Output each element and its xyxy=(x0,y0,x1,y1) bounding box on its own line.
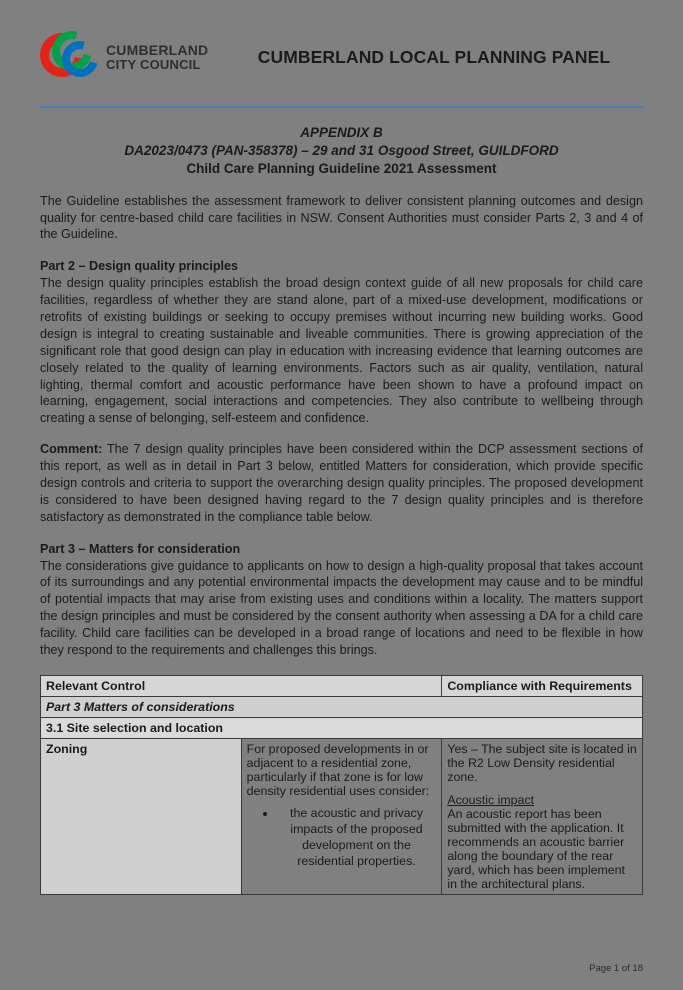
assessment-subtitle: Child Care Planning Guideline 2021 Assessment xyxy=(186,161,497,177)
application-reference: DA2023/0473 (PAN-358378) – 29 and 31 Osgood Street, GUILDFORD xyxy=(124,143,559,159)
table-header-row xyxy=(41,675,643,696)
row-requirement xyxy=(241,738,442,894)
subsection-label: 3.1 Site selection and location xyxy=(41,717,643,738)
logo-wordmark xyxy=(106,43,208,71)
compliance-intro: Yes – The subject site is located in the R2 Low Density residential zone. xyxy=(447,741,637,784)
part3-heading: Part 3 – Matters for consideration xyxy=(40,541,241,556)
compliance-subheading: Acoustic impact xyxy=(447,792,535,807)
intro-paragraph: The Guideline establishes the assessment framework to deliver consistent planning outcomes and design quality for centre-based child care facilities in NSW. Consent Authorities must consider Parts 2, 3 and 4 of the Guideline. xyxy=(40,193,643,242)
page-title: CUMBERLAND LOCAL PLANNING PANEL xyxy=(257,46,611,67)
appendix-label: APPENDIX B xyxy=(300,125,383,140)
row-compliance xyxy=(442,738,643,894)
appendix-title-block xyxy=(40,124,643,179)
compliance-spacer xyxy=(447,784,637,793)
comment-body: The 7 design quality principles have been considered within the DCP assessment sections of this report, as well as in detail in Part 3 below, entitled Matters for consideration, which provide specific design controls and criteria to support the overarching design quality principles. The proposed development is considered to have been designed having regard to the 7 design quality principles and is therefore satisfactory as demonstrated in the compliance table below. xyxy=(40,442,643,524)
table-row xyxy=(41,738,643,894)
part2-body: The design quality principles establish the broad design context guide of all new proposals for child care facilities, regardless of whether they are stand alone, part of a mixed-use development, modifications or retrofits of existing buildings or seeking to occupy premises without incurring new building works. Good design is integral to creating sustainable and liveable communities. There is growing appreciation of the significant role that good design can play in education with increasing evidence that learning outcomes are closely related to the quality of learning environments. Factors such as air quality, ventilation, natural lighting, thermal comfort and acoustic performance have been shown to have a profound impact on learning, engagement, social interactions and competencies. They also contribute to wellbeing through creating a sense of belonging, self-esteem and confidence. xyxy=(40,276,643,426)
part2-heading: Part 2 – Design quality principles xyxy=(40,259,239,274)
row-control-name: Zoning xyxy=(41,738,242,894)
table-subsection-row xyxy=(41,717,643,738)
requirement-bullet-list xyxy=(247,805,437,870)
part2-comment xyxy=(40,441,643,525)
cumberland-council-rings-logo xyxy=(40,29,102,85)
page-footer: Page 1 of 18 xyxy=(589,963,643,974)
logo-line-1: CUMBERLAND xyxy=(106,41,209,58)
table-section-row xyxy=(41,696,643,717)
compliance-table xyxy=(40,675,643,895)
column-header-compliance: Compliance with Requirements xyxy=(442,675,643,696)
section-label: Part 3 Matters of considerations xyxy=(41,696,643,717)
requirement-intro: For proposed developments in or adjacent to a residential zone, particularly if that zone is for low density residential uses consider: xyxy=(246,741,430,798)
comment-label: Comment: xyxy=(40,442,103,457)
page-header xyxy=(40,22,643,92)
compliance-body: An acoustic report has been submitted with the application. It recommends an acoustic barrier along the boundary of the rear yard, which has been implement in the architectural plans. xyxy=(447,806,626,891)
council-logo xyxy=(40,29,215,85)
column-header-relevant-control: Relevant Control xyxy=(41,675,442,696)
header-divider xyxy=(40,106,643,108)
part3-body: The considerations give guidance to applicants on how to design a high-quality proposal that takes account of its surroundings and any potential environmental impacts the development may cause and to be mindful of potential impacts that may arise from existing uses and conditions within a locality. The matters support the design principles and must be considered by the consent authority when assessing a DA for a child care facility. Child care facilities can be developed in a broad range of locations and need to be flexible in how they respond to the requirements and challenges this brings. xyxy=(40,558,643,657)
list-item: • the acoustic and privacy impacts of the proposed development on the residential properties. xyxy=(277,805,437,870)
logo-line-2: CITY COUNCIL xyxy=(106,56,201,72)
